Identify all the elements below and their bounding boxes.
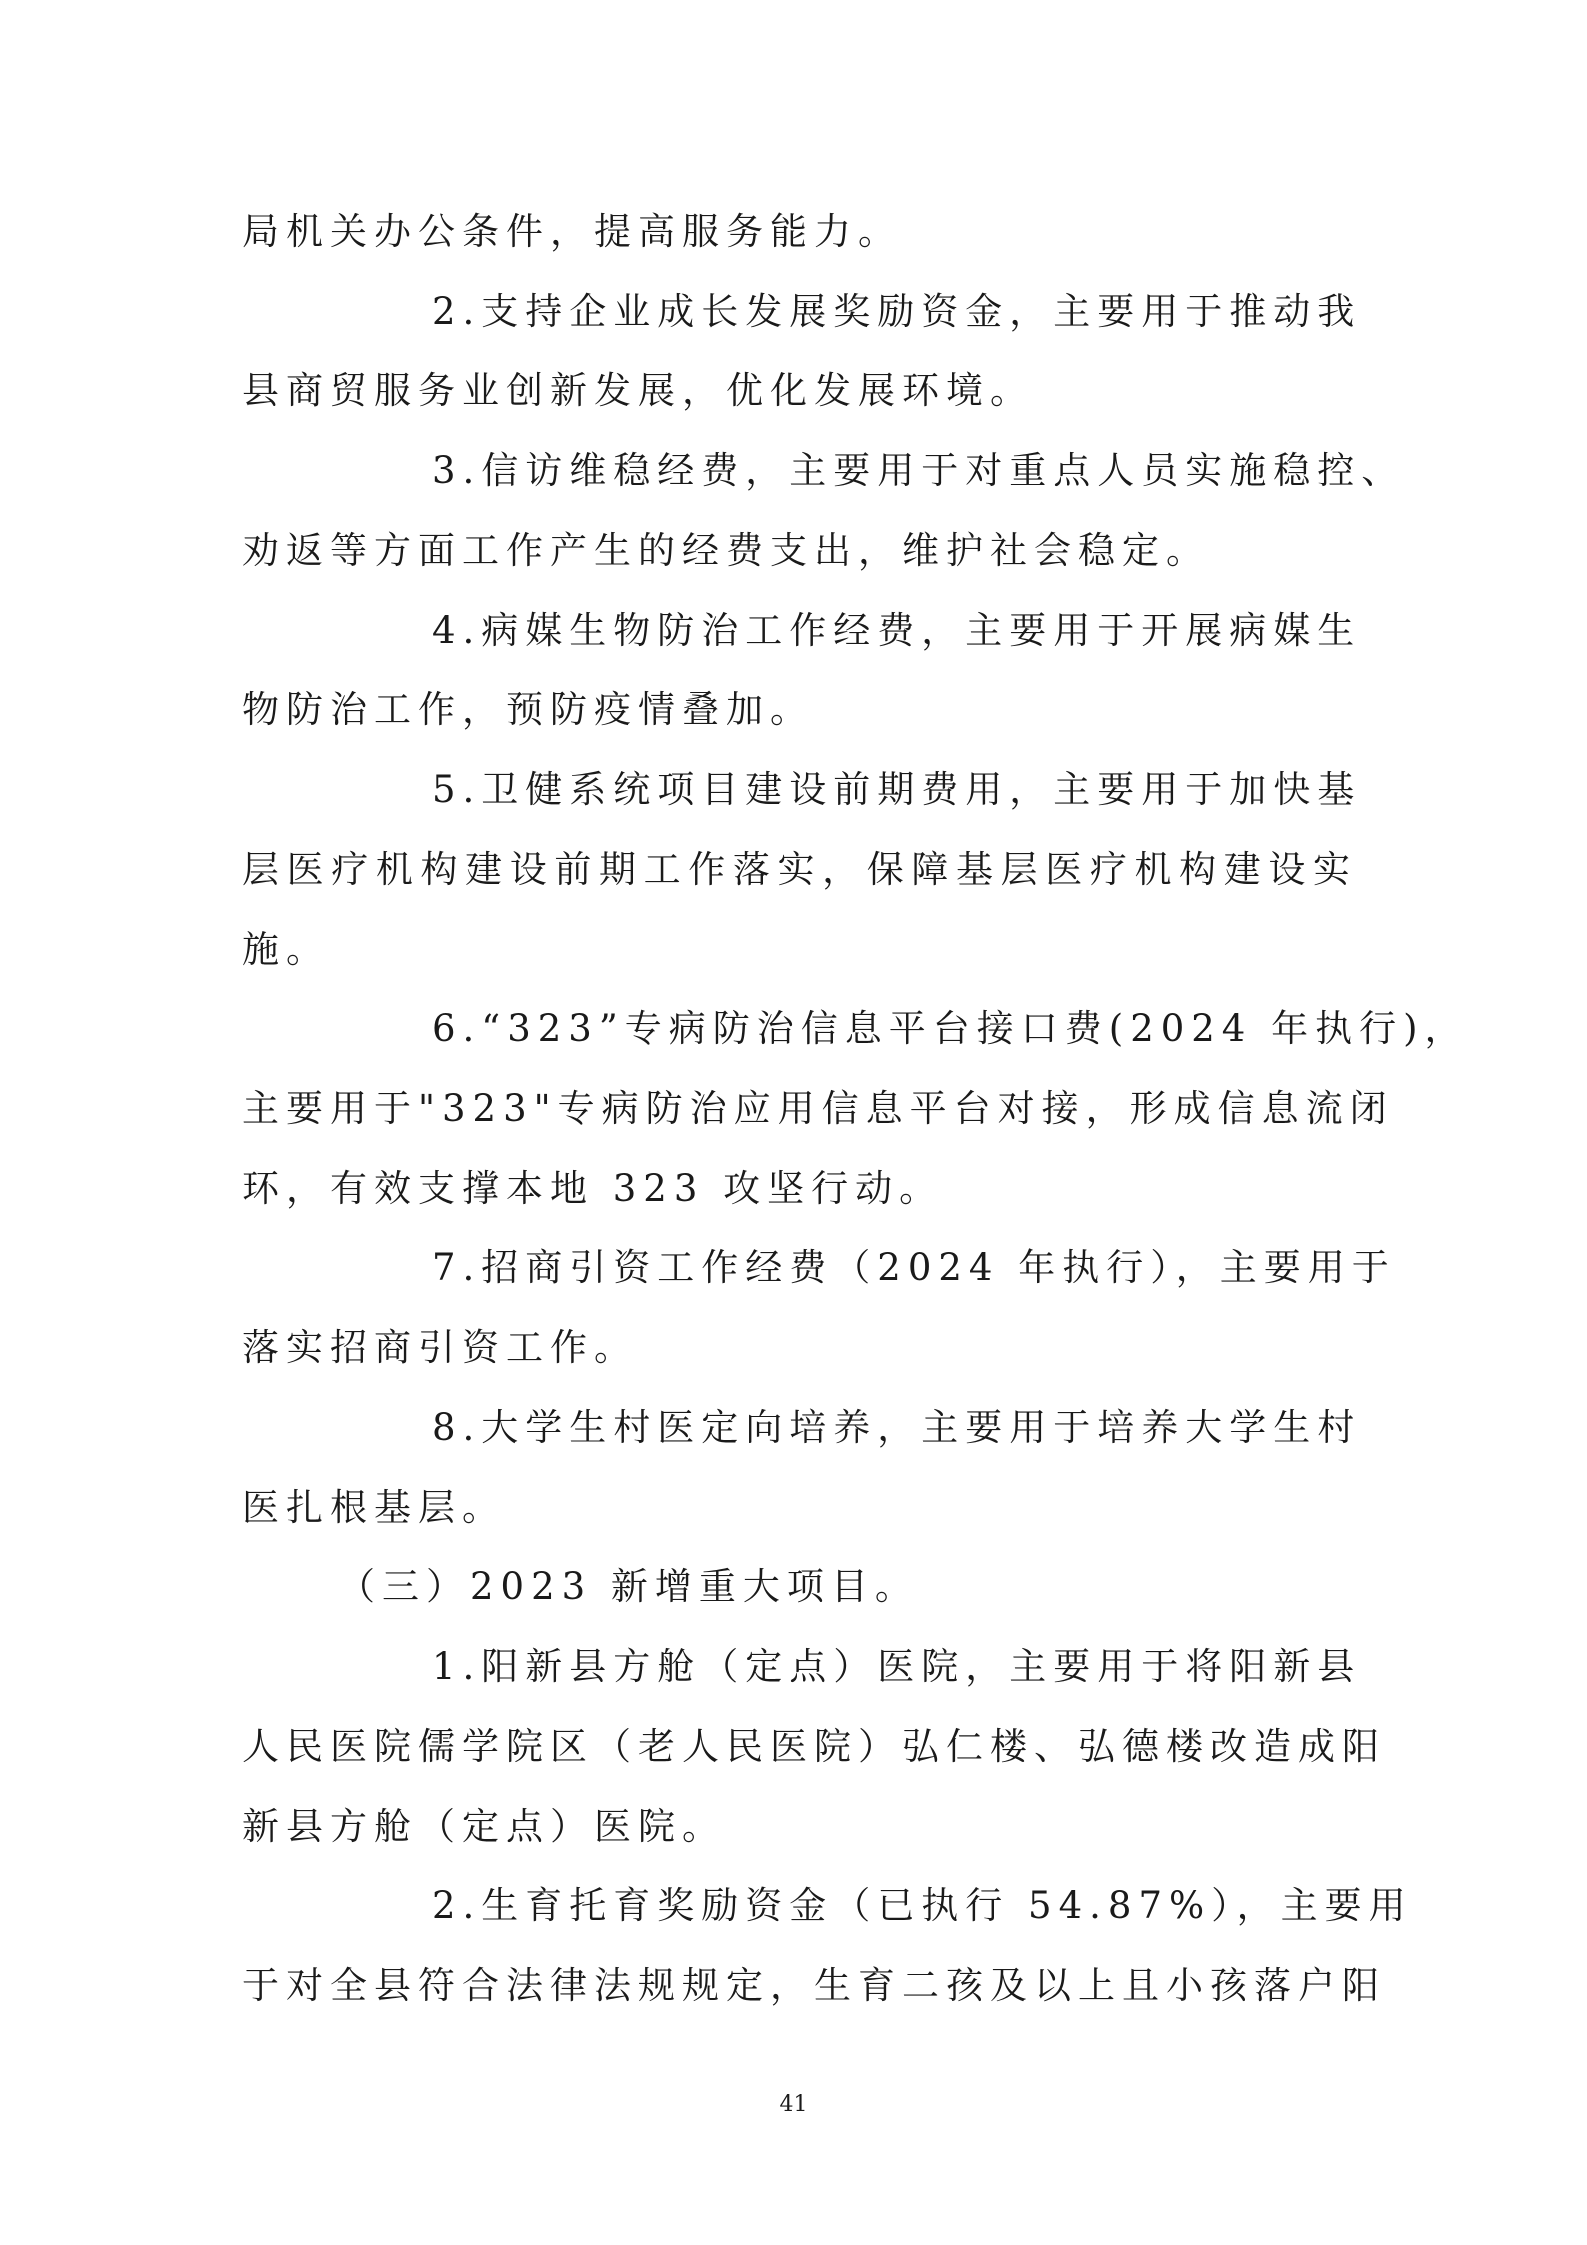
text-line: 医扎根基层。 <box>242 1486 506 1529</box>
text-line: 于对全县符合法律法规规定，生育二孩及以上且小孩落户阳 <box>242 1964 1386 2007</box>
section-heading: （三）2023 新增重大项目。 <box>338 1565 919 1608</box>
text-line: 2.生育托育奖励资金（已执行 54.87%），主要用 <box>432 1884 1413 1927</box>
text-line: 5.卫健系统项目建设前期费用，主要用于加快基 <box>432 768 1362 811</box>
text-line: 施。 <box>242 928 330 971</box>
text-line: 7.招商引资工作经费（2024 年执行），主要用于 <box>432 1246 1396 1289</box>
text-line: 4.病媒生物防治工作经费，主要用于开展病媒生 <box>432 609 1362 652</box>
text-line: 新县方舱（定点）医院。 <box>242 1805 726 1848</box>
text-line: 县商贸服务业创新发展，优化发展环境。 <box>242 369 1034 412</box>
page-number: 41 <box>779 2092 808 2117</box>
text-line: 环，有效支撑本地 323 攻坚行动。 <box>242 1167 944 1210</box>
text-line: 6.“323”专病防治信息平台接口费(2024 年执行)， <box>432 1007 1469 1050</box>
text-line: 落实招商引资工作。 <box>242 1326 638 1369</box>
text-line: 8.大学生村医定向培养，主要用于培养大学生村 <box>432 1406 1362 1449</box>
text-line: 局机关办公条件，提高服务能力。 <box>242 210 902 253</box>
text-line: 劝返等方面工作产生的经费支出，维护社会稳定。 <box>242 529 1210 572</box>
text-line: 1.阳新县方舱（定点）医院，主要用于将阳新县 <box>432 1645 1362 1688</box>
text-line: 2.支持企业成长发展奖励资金，主要用于推动我 <box>432 290 1362 333</box>
text-line: 人民医院儒学院区（老人民医院）弘仁楼、弘德楼改造成阳 <box>242 1725 1386 1768</box>
text-line: 层医疗机构建设前期工作落实，保障基层医疗机构建设实 <box>242 848 1357 891</box>
text-line: 3.信访维稳经费，主要用于对重点人员实施稳控、 <box>432 449 1406 492</box>
text-line: 主要用于"323"专病防治应用信息平台对接，形成信息流闭 <box>242 1087 1394 1130</box>
text-line: 物防治工作，预防疫情叠加。 <box>242 688 814 731</box>
